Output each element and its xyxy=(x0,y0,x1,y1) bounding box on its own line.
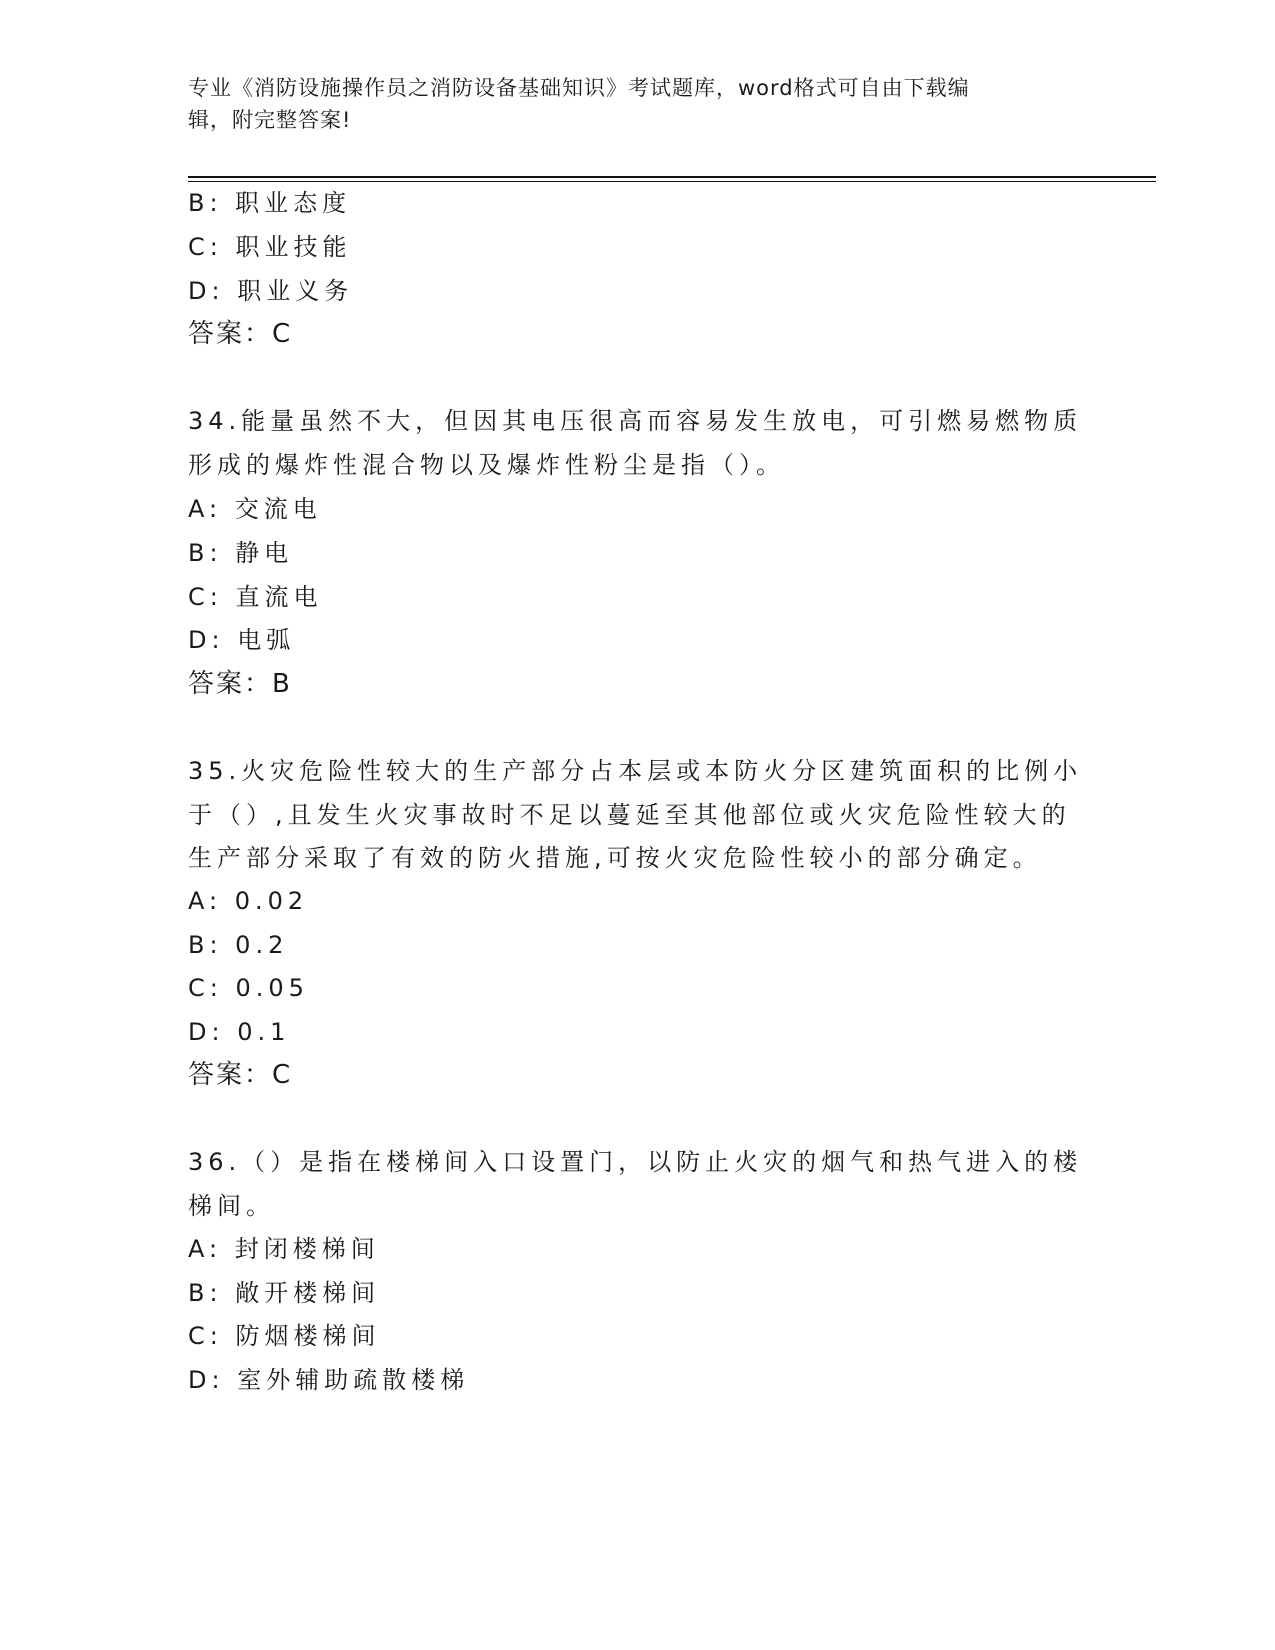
q35-stem-line-1: 35.火灾危险性较大的生产部分占本层或本防火分区建筑面积的比例小 xyxy=(188,757,1083,785)
q35-option-b: B: 0.2 xyxy=(188,931,289,959)
header-divider-thin xyxy=(188,181,1156,182)
q36-option-b: B: 敞开楼梯间 xyxy=(188,1279,381,1307)
q35-option-c: C: 0.05 xyxy=(188,974,309,1002)
header-divider-thick xyxy=(188,176,1156,178)
q34-option-b: B: 静电 xyxy=(188,539,294,567)
q36-stem-line-2: 梯间。 xyxy=(188,1192,275,1220)
q36-option-c: C: 防烟楼梯间 xyxy=(188,1322,381,1350)
q34-option-a: A: 交流电 xyxy=(188,495,322,523)
q35-stem-line-3: 生产部分采取了有效的防火措施,可按火灾危险性较小的部分确定。 xyxy=(188,844,1042,872)
q35-answer: 答案：C xyxy=(188,1060,293,1090)
document-header xyxy=(188,72,1088,136)
q34-stem-line-1: 34.能量虽然不大，但因其电压很高而容易发生放电，可引燃易燃物质 xyxy=(188,407,1083,435)
q36-option-a: A: 封闭楼梯间 xyxy=(188,1235,380,1263)
q33-option-d: D: 职业义务 xyxy=(188,277,354,305)
q34-answer: 答案：B xyxy=(188,669,292,699)
q35-stem-line-2: 于（）,且发生火灾事故时不足以蔓延至其他部位或火灾危险性较大的 xyxy=(188,801,1071,829)
q33-answer: 答案：C xyxy=(188,319,293,349)
header-line-2: 辑，附完整答案! xyxy=(188,108,352,132)
q33-option-b: B: 职业态度 xyxy=(188,189,352,217)
q34-option-d: D: 电弧 xyxy=(188,626,296,654)
q36-option-d: D: 室外辅助疏散楼梯 xyxy=(188,1366,470,1394)
header-line-1: 专业《消防设施操作员之消防设备基础知识》考试题库，word格式可自由下载编 xyxy=(188,76,970,100)
q35-option-a: A: 0.02 xyxy=(188,887,309,915)
q35-option-d: D: 0.1 xyxy=(188,1018,291,1046)
q36-stem-line-1: 36.（）是指在楼梯间入口设置门，以防止火灾的烟气和热气进入的楼 xyxy=(188,1148,1083,1176)
q34-option-c: C: 直流电 xyxy=(188,583,323,611)
q34-stem-line-2: 形成的爆炸性混合物以及爆炸性粉尘是指（）。 xyxy=(188,451,785,479)
q33-option-c: C: 职业技能 xyxy=(188,233,352,261)
